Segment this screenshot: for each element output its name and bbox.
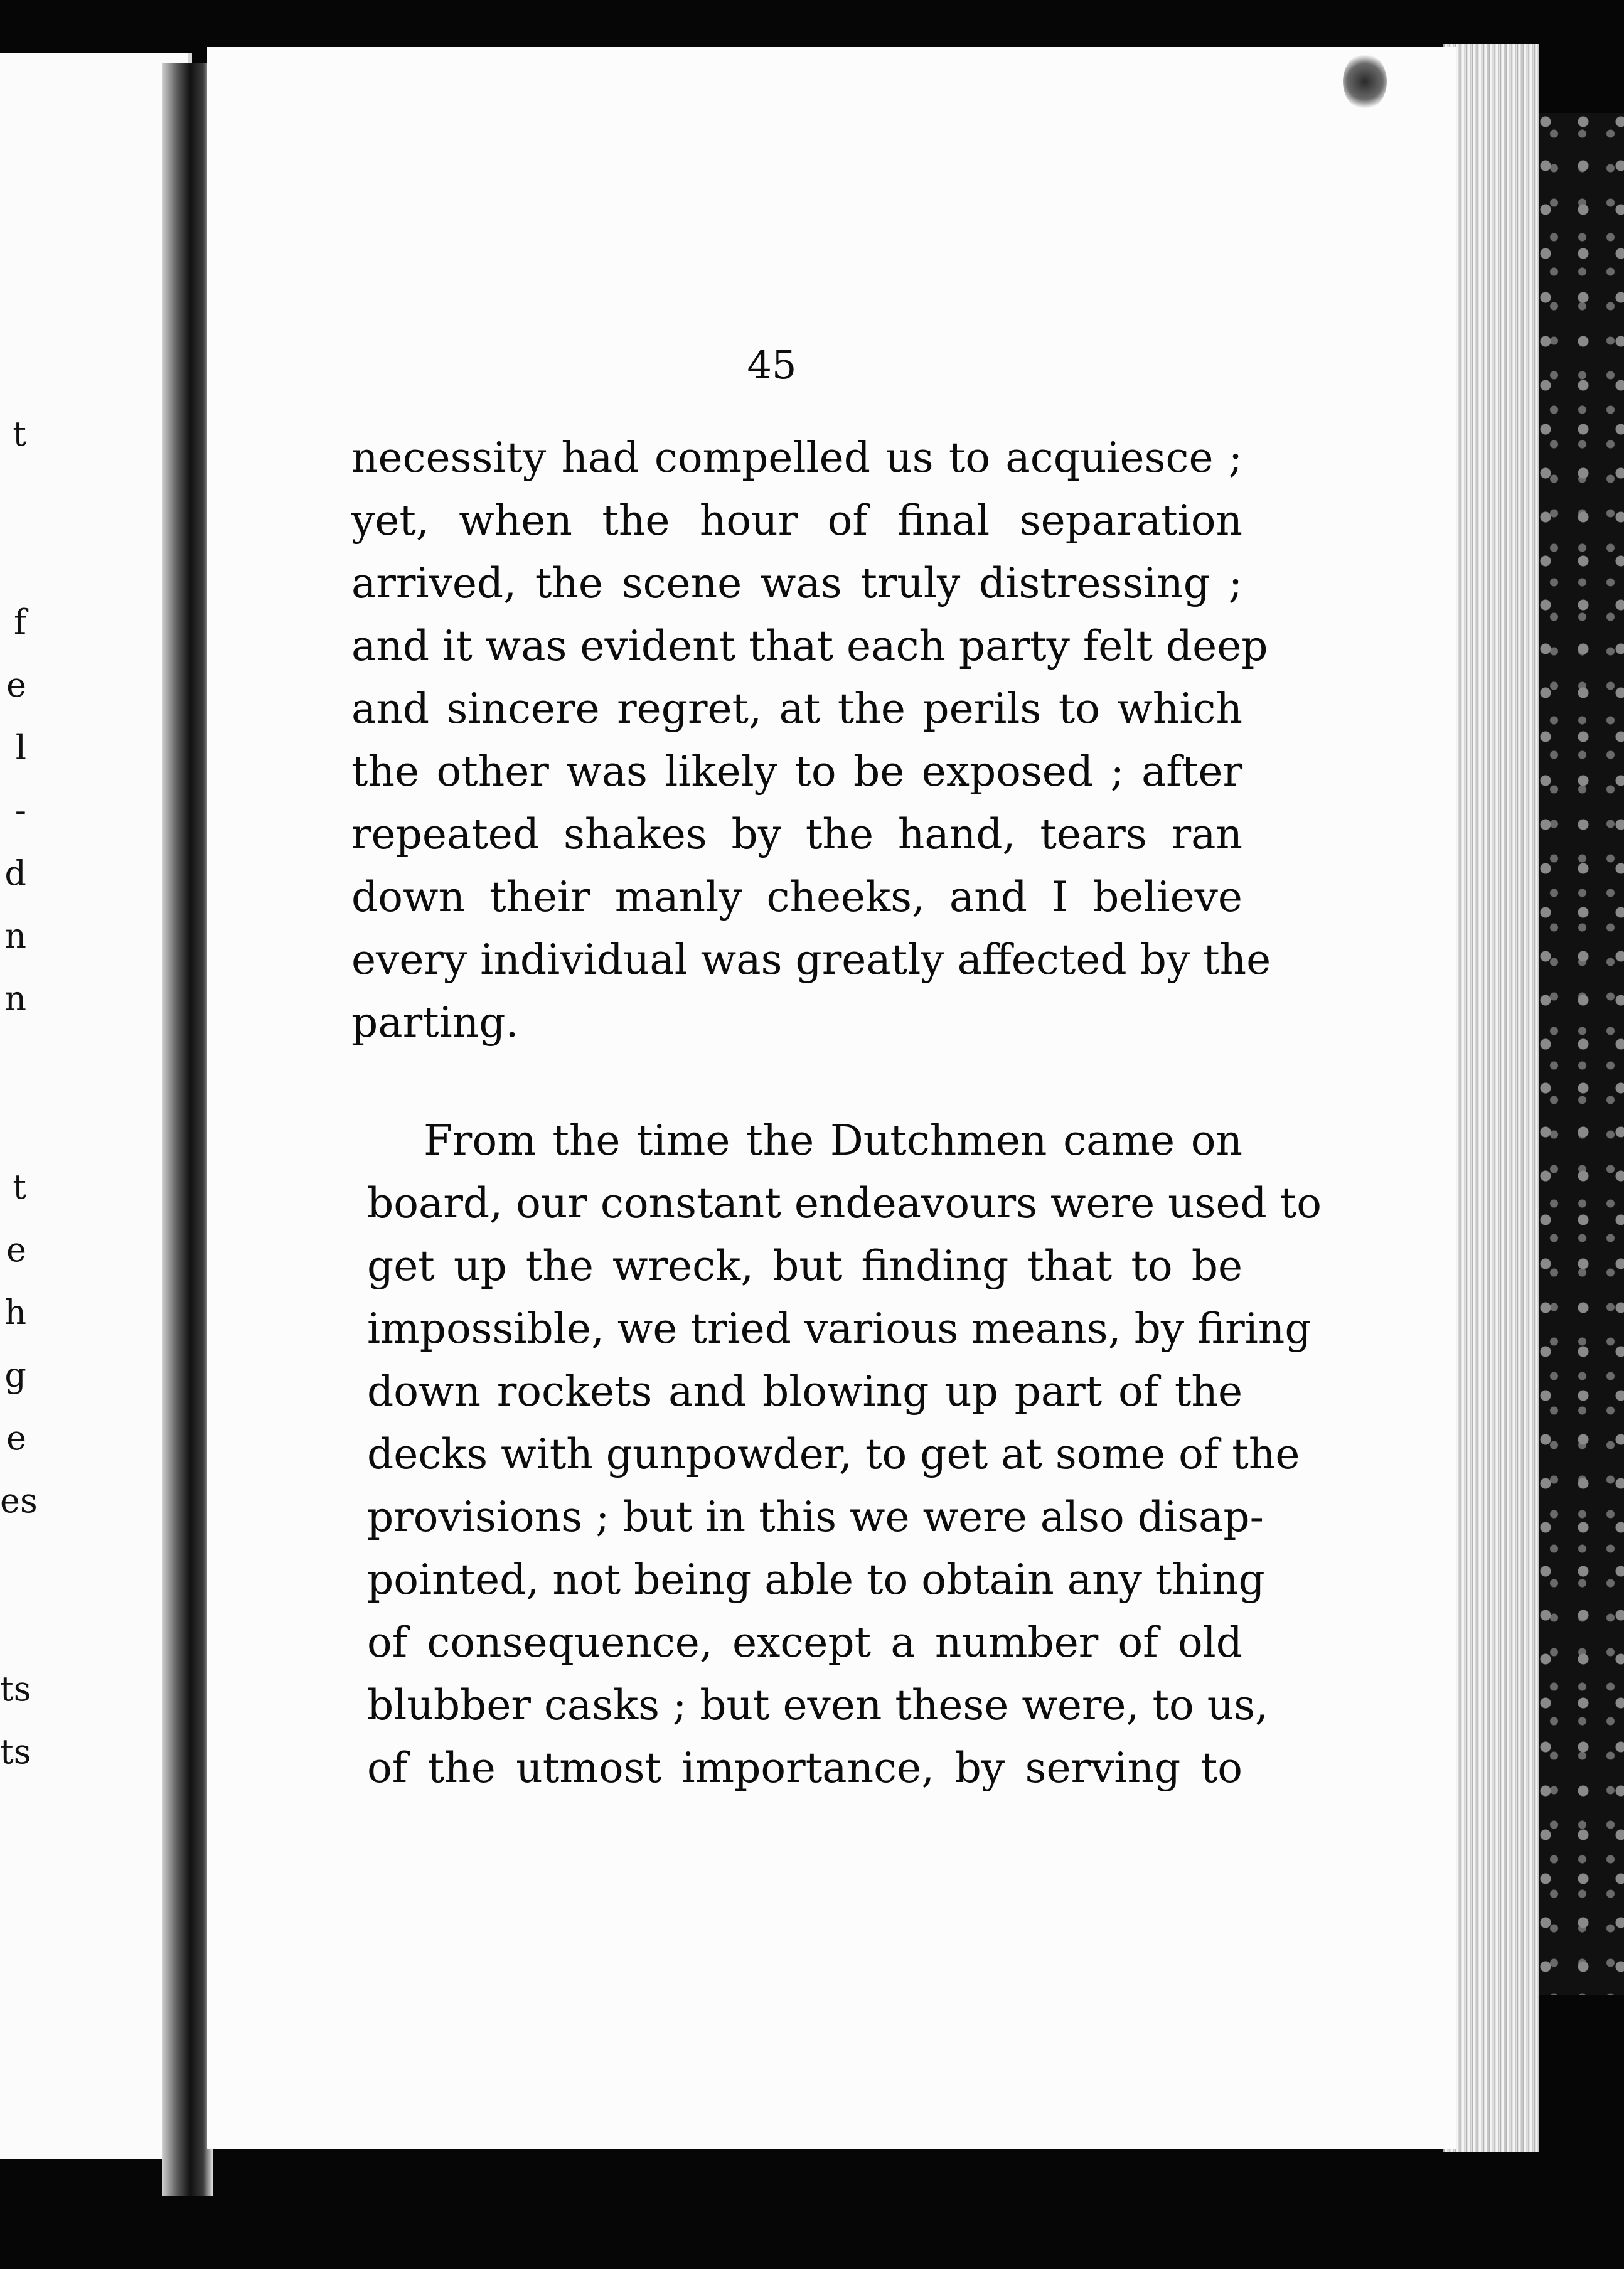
facing-page-fragment: g <box>4 1355 26 1395</box>
text-line: of consequence, except a number of old <box>367 1618 1242 1667</box>
facing-page-fragment: - <box>14 791 26 830</box>
ink-blot <box>1343 53 1387 110</box>
body-text <box>351 427 1322 1800</box>
page-number: 45 <box>747 342 797 388</box>
text-line: parting. <box>351 998 519 1047</box>
text-line: down rockets and blowing up part of the <box>367 1367 1242 1416</box>
facing-page-fragment: e <box>6 1230 26 1269</box>
facing-page-fragment: ts <box>0 1732 31 1771</box>
text-line: and sincere regret, at the perils to which <box>351 685 1242 733</box>
text-line: down their manly cheeks, and I believe <box>351 873 1242 921</box>
facing-page-fragment: d <box>4 853 26 893</box>
facing-page-fragment: t <box>13 414 26 454</box>
text-line: and it was evident that each party felt deep <box>351 622 1268 670</box>
book-gutter <box>162 63 213 2196</box>
text-line: provisions ; but in this we were also disap- <box>367 1493 1264 1541</box>
text-line: From the time the Dutchmen came on <box>424 1116 1242 1165</box>
text-line: the other was likely to be exposed ; after <box>351 747 1242 796</box>
facing-page-fragment: h <box>4 1293 26 1332</box>
paragraph <box>351 427 1271 1054</box>
facing-page-fragment: e <box>6 1418 26 1458</box>
book-cover-edge <box>1534 113 1624 1995</box>
text-line: yet, when the hour of final separation <box>351 496 1242 545</box>
facing-page-fragment: n <box>4 979 26 1018</box>
facing-page-fragment: n <box>4 916 26 956</box>
text-line: pointed, not being able to obtain any thing <box>367 1556 1265 1604</box>
facing-page-fragment: l <box>15 728 26 767</box>
facing-page-fragment: f <box>14 602 26 642</box>
text-line: every individual was greatly affected by the <box>351 936 1271 984</box>
facing-page-fragment: e <box>6 665 26 705</box>
text-line: repeated shakes by the hand, tears ran <box>351 810 1242 858</box>
text-line: necessity had compelled us to acquiesce ; <box>351 434 1242 482</box>
paragraph <box>367 1109 1322 1800</box>
text-line: get up the wreck, but finding that to be <box>367 1242 1242 1290</box>
text-line: of the utmost importance, by serving to <box>367 1744 1242 1792</box>
text-line: decks with gunpowder, to get at some of the <box>367 1430 1300 1478</box>
text-line: impossible, we tried various means, by firing <box>367 1305 1311 1353</box>
text-line: blubber casks ; but even these were, to us, <box>367 1681 1269 1729</box>
text-line: board, our constant endeavours were used to <box>367 1179 1322 1227</box>
text-line: arrived, the scene was truly distressing ; <box>351 559 1242 607</box>
page-edges <box>1443 44 1539 2152</box>
facing-page-fragment: es <box>0 1481 38 1520</box>
facing-page-fragment: t <box>13 1167 26 1207</box>
facing-page-fragment: ts <box>0 1669 31 1709</box>
